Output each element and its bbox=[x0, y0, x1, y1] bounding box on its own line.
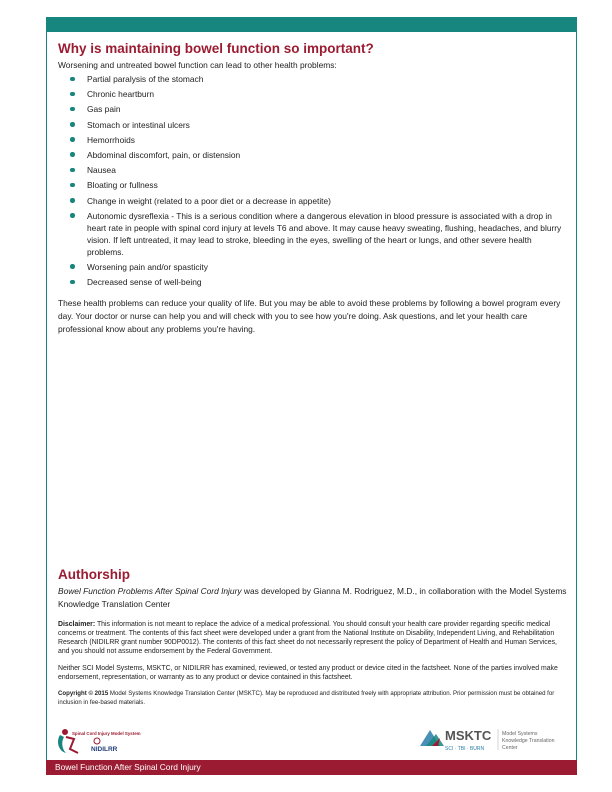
bullet-icon bbox=[70, 264, 75, 269]
list-item: Hemorrhoids bbox=[58, 134, 570, 146]
list-item: Decreased sense of well-being bbox=[58, 276, 570, 288]
list-item: Nausea bbox=[58, 164, 570, 176]
list-item: Autonomic dysreflexia - This is a serious condition where a dangerous elevation in blood pressure is associated with a drop in heart rate in people with spinal cord injury at levels T6 and above. It may cause heavy sweating, flushing, headaches, and blurry vision. If left untreated, it may lead to stroke, bleeding in the eyes, swelling of the heart or lungs, and other severe health problems. bbox=[58, 210, 570, 258]
list-item: Change in weight (related to a poor diet or a decrease in appetite) bbox=[58, 195, 570, 207]
section-heading: Why is maintaining bowel function so important? bbox=[58, 41, 374, 56]
list-item: Chronic heartburn bbox=[58, 88, 570, 100]
main-content bbox=[58, 40, 570, 336]
bullet-icon bbox=[70, 183, 75, 188]
list-item: Worsening pain and/or spasticity bbox=[58, 261, 570, 273]
health-problems-list bbox=[58, 73, 570, 288]
bullet-icon bbox=[70, 152, 75, 157]
list-item: Bloating or fullness bbox=[58, 179, 570, 191]
sci-logo-text: Spinal Cord Injury Model System bbox=[72, 731, 141, 736]
list-item: Stomach or intestinal ulcers bbox=[58, 119, 570, 131]
msktc-desc-line1: Model Systems bbox=[502, 731, 538, 737]
disclaimer: Disclaimer: This information is not meant to replace the advice of a medical professional. You should consult your health care provider regarding specific medical concerns or treatment. The contents of this fact sheet were developed under a grant from the National Institute on Disability, Independent Living, and Rehabilitation Research (NIDILRR grant number 90DP0012). The contents of this fact sheet do not necessarily represent the policy of Department of Health and Human Services, and you should not assume endorsement by the Federal Government. bbox=[58, 621, 557, 655]
list-item: Partial paralysis of the stomach bbox=[58, 73, 570, 85]
top-band bbox=[46, 17, 577, 32]
bullet-icon bbox=[70, 137, 75, 142]
list-item: Gas pain bbox=[58, 103, 570, 115]
msktc-desc-line3: Center bbox=[502, 745, 518, 751]
copyright: Copyright © 2015 Model Systems Knowledge Translation Center (MSKTC). May be reproduced and distributed freely with appropriate attribution. Prior permission must be obtained for inclusion in fee-based materials. bbox=[58, 690, 555, 706]
bullet-icon bbox=[70, 198, 75, 203]
copyright-label: Copyright © 2015 bbox=[58, 690, 109, 697]
intro-text: Worsening and untreated bowel function can lead to other health problems: bbox=[58, 60, 337, 70]
bullet-icon bbox=[70, 77, 75, 82]
closing-paragraph: These health problems can reduce your quality of life. But you may be able to avoid these problems by following a bowel program every day. Your doctor or nurse can help you and will check with you to see how you're doing. Ask questions, and let your health care professional know about any problems you're having. bbox=[58, 298, 561, 335]
disclaimer-label: Disclaimer: bbox=[58, 621, 96, 628]
bullet-icon bbox=[70, 92, 75, 97]
bullet-icon bbox=[70, 168, 75, 173]
factsheet-title: Bowel Function Problems After Spinal Cord Injury bbox=[58, 586, 242, 596]
authorship-heading: Authorship bbox=[58, 567, 130, 582]
authorship-section bbox=[58, 566, 570, 707]
no-endorsement-text: Neither SCI Model Systems, MSKTC, or NIDILRR has examined, reviewed, or tested any product or device cited in the factsheet. None of the parties involved make endorsement, representation, or warranty as to any product or device contained in this factsheet. bbox=[58, 665, 558, 681]
authorship-text: Bowel Function Problems After Spinal Cord Injury was developed by Gianna M. Rodriguez, M.D., in collaboration with the Model Systems Knowledge Translation Center bbox=[58, 586, 567, 609]
msktc-subtitle: SCI · TBI · BURN bbox=[445, 746, 485, 752]
msktc-logo bbox=[418, 724, 570, 754]
sci-model-systems-logo bbox=[54, 727, 154, 757]
footer-bar bbox=[46, 760, 577, 775]
msktc-wordmark: MSKTC bbox=[445, 728, 492, 743]
bullet-icon bbox=[70, 107, 75, 112]
msktc-desc-line2: Knowledge Translation bbox=[502, 738, 555, 744]
nidilrr-logo-text: NIDILRR bbox=[91, 746, 118, 753]
footer-title: Bowel Function After Spinal Cord Injury bbox=[55, 762, 201, 772]
wheelchair-figure-icon bbox=[58, 735, 66, 753]
bullet-icon bbox=[70, 213, 75, 218]
bullet-icon bbox=[70, 280, 75, 285]
bullet-icon bbox=[70, 122, 75, 127]
list-item: Abdominal discomfort, pain, or distension bbox=[58, 149, 570, 161]
